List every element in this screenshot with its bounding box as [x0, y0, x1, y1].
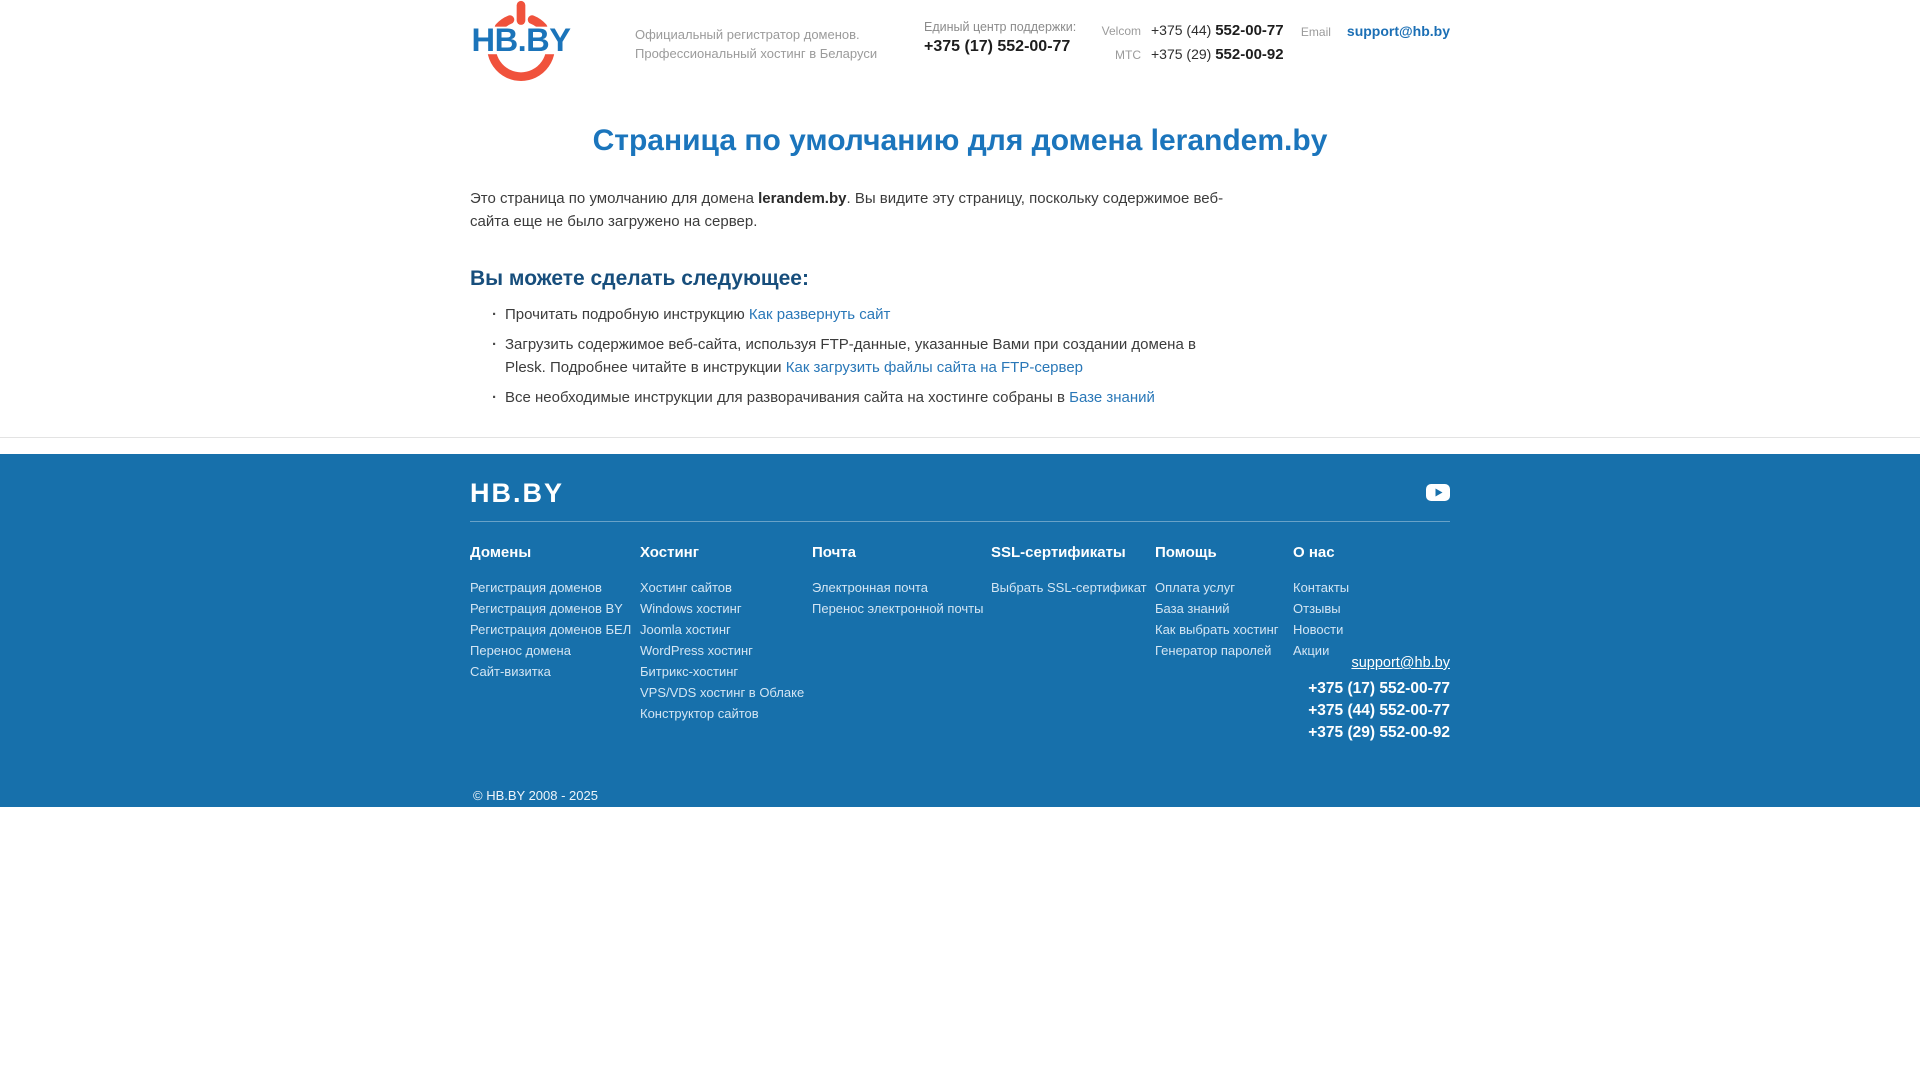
- svg-text:HB.BY: HB.BY: [471, 21, 571, 59]
- footer-link[interactable]: Оплата услуг: [1155, 580, 1236, 595]
- footer-email-link[interactable]: support@hb.by: [1351, 655, 1450, 671]
- footer-column-title: О нас: [1293, 544, 1335, 561]
- tagline-line-1: Официальный регистратор доменов.: [635, 27, 860, 42]
- footer-column-title: Домены: [470, 544, 532, 561]
- site-logo[interactable]: [470, 0, 572, 86]
- instruction-text: Загрузить содержимое веб-сайта, используя FTP-данные, указанные Вами при создании домена в Plesk. Подробнее читайте в инструкции: [505, 336, 1196, 376]
- section-subtitle: Вы можете сделать следующее:: [470, 267, 809, 290]
- footer-link[interactable]: VPS/VDS хостинг в Облаке: [640, 685, 805, 700]
- footer-column-hosting: [640, 544, 812, 725]
- footer-column-title: Почта: [812, 544, 856, 561]
- header-tagline: [635, 25, 877, 63]
- footer-column-domains: [470, 544, 640, 725]
- footer-link[interactable]: Битрикс-хостинг: [640, 664, 739, 679]
- footer-link[interactable]: Как выбрать хостинг: [1155, 622, 1279, 637]
- intro-before: Это страница по умолчанию для домена: [470, 190, 759, 207]
- footer-column-mail: [812, 544, 991, 725]
- footer-link[interactable]: Регистрация доменов: [470, 580, 602, 595]
- instruction-link[interactable]: Базе знаний: [1069, 389, 1155, 406]
- footer-link[interactable]: Контакты: [1293, 580, 1350, 595]
- support-center-phone: +375 (17) 552-00-77: [924, 38, 1071, 55]
- footer-link[interactable]: Windows хостинг: [640, 601, 742, 616]
- intro-after: . Вы видите эту страницу, поскольку содержимое веб-сайта еще не было загружено на сервер.: [470, 190, 1224, 230]
- footer-link[interactable]: Регистрация доменов БЕЛ: [470, 622, 632, 637]
- footer-column-title: Хостинг: [640, 544, 699, 561]
- instruction-link[interactable]: Как загрузить файлы сайта на FTP-сервер: [785, 359, 1084, 376]
- footer-link[interactable]: Сайт-визитка: [470, 664, 551, 679]
- footer-column-ssl: [991, 544, 1155, 725]
- footer-phone: +375 (44) 552-00-77: [1308, 702, 1450, 719]
- instruction-item: [492, 303, 1240, 326]
- youtube-icon[interactable]: [1426, 484, 1450, 501]
- footer-link[interactable]: База знаний: [1155, 601, 1230, 616]
- footer-column-help: [1155, 544, 1293, 725]
- support-center-label: Единый центр поддержки:: [924, 20, 1077, 34]
- intro-text: [470, 188, 1232, 233]
- footer-column-title: SSL-сертификаты: [991, 544, 1126, 561]
- instruction-text: Прочитать подробную инструкцию: [505, 306, 749, 323]
- footer-link[interactable]: Хостинг сайтов: [640, 580, 732, 595]
- footer-link[interactable]: Новости: [1293, 622, 1344, 637]
- footer-link[interactable]: Отзывы: [1293, 601, 1341, 616]
- operator-label: МТС: [1115, 48, 1141, 62]
- footer-link[interactable]: Перенос электронной почты: [812, 601, 984, 616]
- main-content: [470, 124, 1450, 409]
- page-title: Страница по умолчанию для домена lerandem.by: [592, 124, 1328, 157]
- footer-columns: [470, 544, 1450, 725]
- tagline-line-2: Профессиональный хостинг в Беларуси: [635, 46, 878, 61]
- instruction-item: [492, 386, 1240, 409]
- footer-logo[interactable]: HB.BY: [470, 478, 565, 508]
- footer-link[interactable]: Выбрать SSL-сертификат: [991, 580, 1147, 595]
- footer-link[interactable]: Акции: [1293, 643, 1330, 658]
- operator-phones-block: [1069, 18, 1284, 66]
- footer-phone: +375 (17) 552-00-77: [1308, 680, 1450, 697]
- footer-link[interactable]: Электронная почта: [812, 580, 929, 595]
- footer-link[interactable]: WordPress хостинг: [640, 643, 753, 658]
- footer-link[interactable]: Конструктор сайтов: [640, 706, 759, 721]
- footer-link[interactable]: Перенос домена: [470, 643, 571, 658]
- intro-domain: lerandem.by: [758, 190, 847, 207]
- footer-column-title: Помощь: [1155, 544, 1217, 561]
- footer-contact-block: [1308, 654, 1450, 744]
- support-center-block: [924, 20, 1076, 56]
- instruction-text: Все необходимые инструкции для разворачивания сайта на хостинге собраны в: [505, 389, 1070, 406]
- footer-divider: [470, 521, 1450, 522]
- footer-link[interactable]: Генератор паролей: [1155, 643, 1272, 658]
- operator-row-mts: [1069, 42, 1284, 66]
- phone-prefix: +375 (44): [1151, 22, 1212, 38]
- power-circle-logo-icon: [470, 0, 572, 86]
- footer-phones: [1308, 678, 1450, 744]
- site-header: [0, 0, 1920, 100]
- email-label: Email: [1300, 25, 1331, 39]
- site-footer: [0, 454, 1920, 807]
- phone-number: 552-00-92: [1215, 46, 1284, 63]
- footer-link[interactable]: Регистрация доменов BY: [470, 601, 623, 616]
- content-footer-divider: [0, 437, 1920, 438]
- copyright: © HB.BY 2008 - 2025: [473, 788, 598, 803]
- instruction-item: [492, 333, 1240, 379]
- support-email-link[interactable]: support@hb.by: [1346, 23, 1450, 39]
- footer-link[interactable]: Joomla хостинг: [640, 622, 731, 637]
- instruction-link[interactable]: Как развернуть сайт: [748, 306, 891, 323]
- instructions-list: [492, 303, 1240, 409]
- operator-row-velcom: [1069, 18, 1284, 42]
- header-email-block: [1301, 23, 1450, 41]
- phone-prefix: +375 (29): [1151, 46, 1212, 62]
- operator-label: Velcom: [1101, 24, 1141, 38]
- phone-number: 552-00-77: [1215, 22, 1284, 39]
- footer-phone: +375 (29) 552-00-92: [1308, 724, 1450, 741]
